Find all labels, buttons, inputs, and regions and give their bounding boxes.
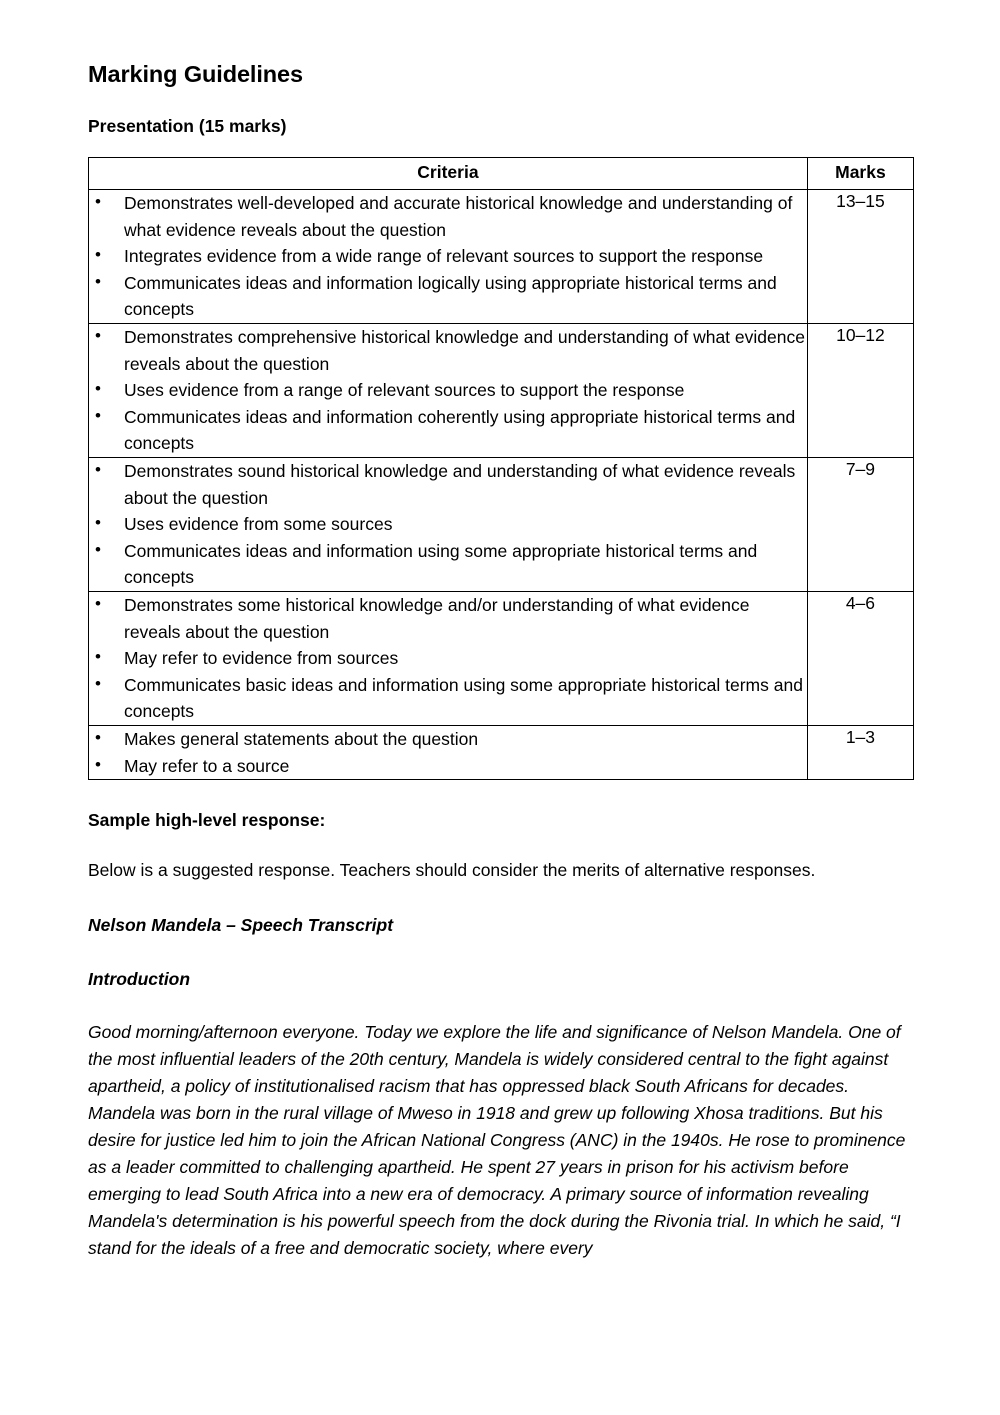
marks-cell: 7–9 bbox=[807, 458, 913, 592]
table-row bbox=[89, 324, 914, 458]
marks-cell: 13–15 bbox=[807, 190, 913, 324]
criteria-cell bbox=[89, 324, 808, 458]
list-item: • Communicates basic ideas and information using some appropriate historical terms and concepts bbox=[89, 672, 807, 725]
marks-cell: 4–6 bbox=[807, 591, 913, 725]
criteria-bullet-list bbox=[89, 190, 807, 323]
column-header-marks: Marks bbox=[807, 158, 913, 190]
list-item: • Demonstrates comprehensive historical knowledge and understanding of what evidence reveals about the question bbox=[89, 324, 807, 377]
table-row bbox=[89, 725, 914, 779]
criteria-bullet-list bbox=[89, 458, 807, 591]
list-item: • May refer to evidence from sources bbox=[89, 645, 807, 672]
transcript-section-heading: Introduction bbox=[88, 969, 191, 990]
list-item: • Demonstrates some historical knowledge and/or understanding of what evidence reveals about the question bbox=[89, 592, 807, 645]
section-heading-presentation: Presentation (15 marks) bbox=[88, 116, 287, 137]
table-row bbox=[89, 458, 914, 592]
transcript-title: Nelson Mandela – Speech Transcript bbox=[88, 915, 394, 936]
list-item: • Communicates ideas and information using some appropriate historical terms and concepts bbox=[89, 538, 807, 591]
list-item: • Demonstrates well-developed and accurate historical knowledge and understanding of what evidence reveals about the question bbox=[89, 190, 807, 243]
list-item: • Makes general statements about the question bbox=[89, 726, 807, 753]
page-content bbox=[88, 60, 914, 1262]
column-header-criteria: Criteria bbox=[89, 158, 808, 190]
criteria-bullet-list bbox=[89, 324, 807, 457]
table-row bbox=[89, 591, 914, 725]
list-item: • Uses evidence from a range of relevant sources to support the response bbox=[89, 377, 807, 404]
criteria-cell bbox=[89, 725, 808, 779]
marking-criteria-table bbox=[88, 157, 914, 780]
list-item: • Communicates ideas and information logically using appropriate historical terms and concepts bbox=[89, 270, 807, 323]
sample-response-intro: Below is a suggested response. Teachers should consider the merits of alternative responses. bbox=[88, 859, 816, 880]
criteria-cell bbox=[89, 458, 808, 592]
list-item: • Communicates ideas and information coherently using appropriate historical terms and concepts bbox=[89, 404, 807, 457]
list-item: • Integrates evidence from a wide range of relevant sources to support the response bbox=[89, 243, 807, 270]
list-item: • Uses evidence from some sources bbox=[89, 511, 807, 538]
page-title: Marking Guidelines bbox=[88, 61, 303, 87]
list-item: • Demonstrates sound historical knowledge and understanding of what evidence reveals about the question bbox=[89, 458, 807, 511]
criteria-cell bbox=[89, 591, 808, 725]
table-row bbox=[89, 190, 914, 324]
transcript-body-text: Good morning/afternoon everyone. Today we explore the life and significance of Nelson Mandela. One of the most influential leaders of the 20th century, Mandela is widely considered central to the fight against apartheid, a policy of institutionalised racism that has oppressed black South Africans for decades. Mandela was born in the rural village of Mweso in 1918 and grew up following Xhosa traditions. But his desire for justice led him to join the African National Congress (ANC) in the 1940s. He rose to prominence as a leader committed to challenging apartheid. He spent 27 years in prison for his activism before emerging to lead South Africa into a new era of democracy. A primary source of information revealing Mandela's determination is his powerful speech from the dock during the Rivonia trial. In which he said, “I stand for the ideals of a free and democratic society, where every bbox=[88, 1021, 906, 1259]
marks-cell: 10–12 bbox=[807, 324, 913, 458]
table-header-row bbox=[89, 158, 914, 190]
criteria-bullet-list bbox=[89, 592, 807, 725]
marks-cell: 1–3 bbox=[807, 725, 913, 779]
criteria-bullet-list bbox=[89, 726, 807, 779]
list-item: • May refer to a source bbox=[89, 753, 807, 780]
sample-response-heading: Sample high-level response: bbox=[88, 810, 326, 831]
criteria-cell bbox=[89, 190, 808, 324]
